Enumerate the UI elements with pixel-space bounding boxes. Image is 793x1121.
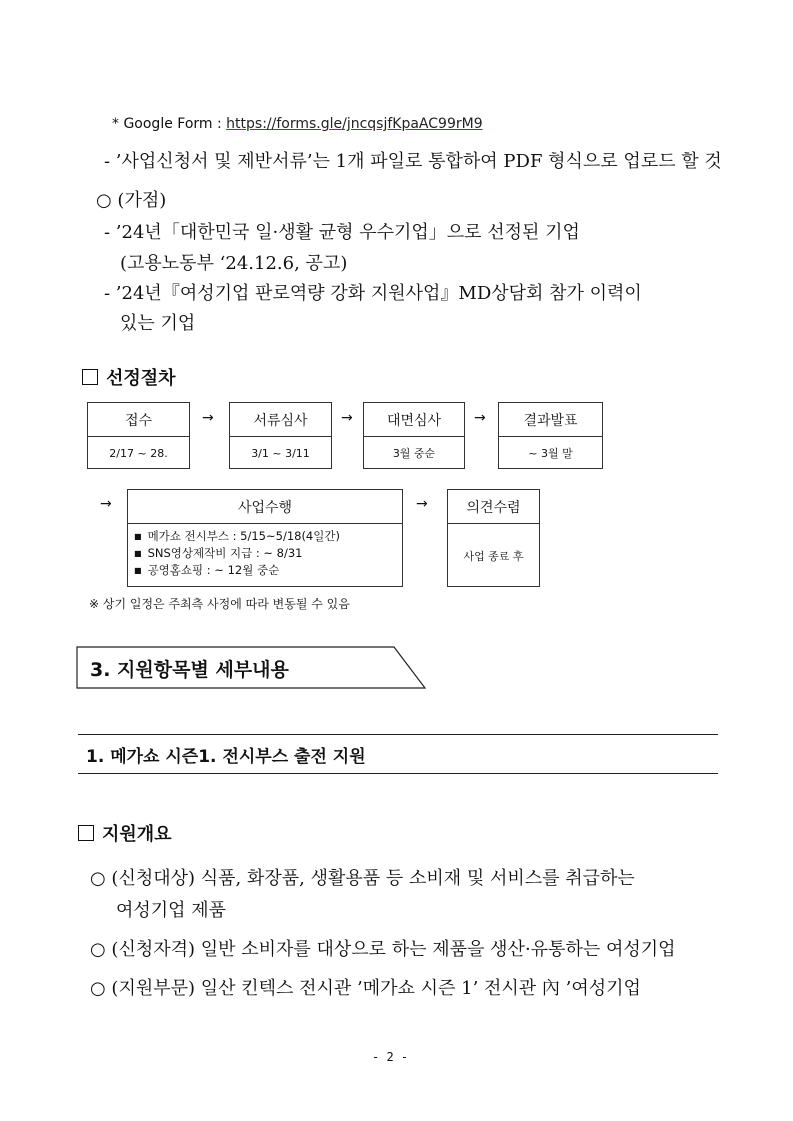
google-form-prefix: * Google Form : <box>112 116 222 132</box>
execution-item: ■ 메가쇼 전시부스 : 5/15~5/18(4일간) <box>134 528 396 545</box>
arrow-icon: → <box>341 410 353 426</box>
page-number: - 2 - <box>372 1050 409 1064</box>
step-box-announcement <box>498 402 603 469</box>
step-title: 접수 <box>88 403 189 437</box>
checkbox-square-icon <box>78 825 94 841</box>
subsection-top-rule <box>78 734 718 735</box>
step-period: 3/1 ~ 3/11 <box>251 446 310 460</box>
section-3-title: 3. 지원항목별 세부내용 <box>90 659 289 681</box>
upload-note: - ’사업신청서 및 제반서류’는 1개 파일로 통합하여 PDF 형식으로 업로드 할 것 <box>104 151 722 172</box>
subsection-bottom-rule <box>78 773 718 774</box>
step-period: 사업 종료 후 <box>463 550 524 563</box>
overview-heading: 지원개요 <box>78 820 172 846</box>
step-box-document-review <box>229 402 332 469</box>
procedure-heading: 선정절차 <box>82 364 176 390</box>
overview-item-eligibility: ○ (신청자격) 일반 소비자를 대상으로 하는 제품을 생산·유통하는 여성기업 <box>90 939 676 960</box>
step-box-interview <box>363 402 465 469</box>
subsection-1-title: 1. 메가쇼 시즌1. 전시부스 출전 지원 <box>86 747 366 767</box>
checkbox-square-icon <box>82 369 98 385</box>
step-title: 의견수렴 <box>448 490 539 524</box>
step-period: 3월 중순 <box>392 447 436 460</box>
overview-item-target: ○ (신청대상) 식품, 화장품, 생활용품 등 소비재 및 서비스를 취급하는 <box>90 868 635 889</box>
step-period: 2/17 ~ 28. <box>109 446 168 460</box>
arrow-icon: → <box>416 496 428 512</box>
arrow-icon: → <box>202 410 214 426</box>
step-title: 대면심사 <box>364 403 464 437</box>
step-box-receipt <box>87 402 190 469</box>
execution-item: ■ 공영홈쇼핑 : ~ 12월 중순 <box>134 562 396 579</box>
overview-item-target-cont: 여성기업 제품 <box>116 900 227 921</box>
bonus-title: ○ (가점) <box>96 190 167 211</box>
google-form-line <box>112 116 483 132</box>
step-title: 결과발표 <box>499 403 602 437</box>
schedule-note: ※ 상기 일정은 주최측 사정에 따라 변동될 수 있음 <box>89 597 350 611</box>
bonus-item-2: - ’24년『여성기업 판로역량 강화 지원사업』MD상담회 참가 이력이 <box>104 283 642 304</box>
step-title: 사업수행 <box>128 490 402 524</box>
overview-item-category: ○ (지원부문) 일산 킨텍스 전시관 ’메가쇼 시즌 1’ 전시관 內 ’여성기업 <box>90 978 641 999</box>
google-form-link[interactable]: https://forms.gle/jncqsjfKpaAC99rM9 <box>226 116 483 132</box>
execution-list <box>128 524 402 583</box>
bonus-item-1: - ’24년「대한민국 일·생활 균형 우수기업」으로 선정된 기업 <box>104 222 580 243</box>
arrow-icon: → <box>474 410 486 426</box>
arrow-icon: → <box>100 496 112 512</box>
step-box-execution <box>127 489 403 587</box>
step-box-feedback <box>447 489 540 587</box>
step-title: 서류심사 <box>230 403 331 437</box>
execution-item: ■ SNS영상제작비 지급 : ~ 8/31 <box>134 545 396 562</box>
step-period: ~ 3월 말 <box>528 447 573 460</box>
bonus-item-1-cont: (고용노동부 ‘24.12.6, 공고) <box>120 253 348 274</box>
bonus-item-2-cont: 있는 기업 <box>120 313 196 334</box>
